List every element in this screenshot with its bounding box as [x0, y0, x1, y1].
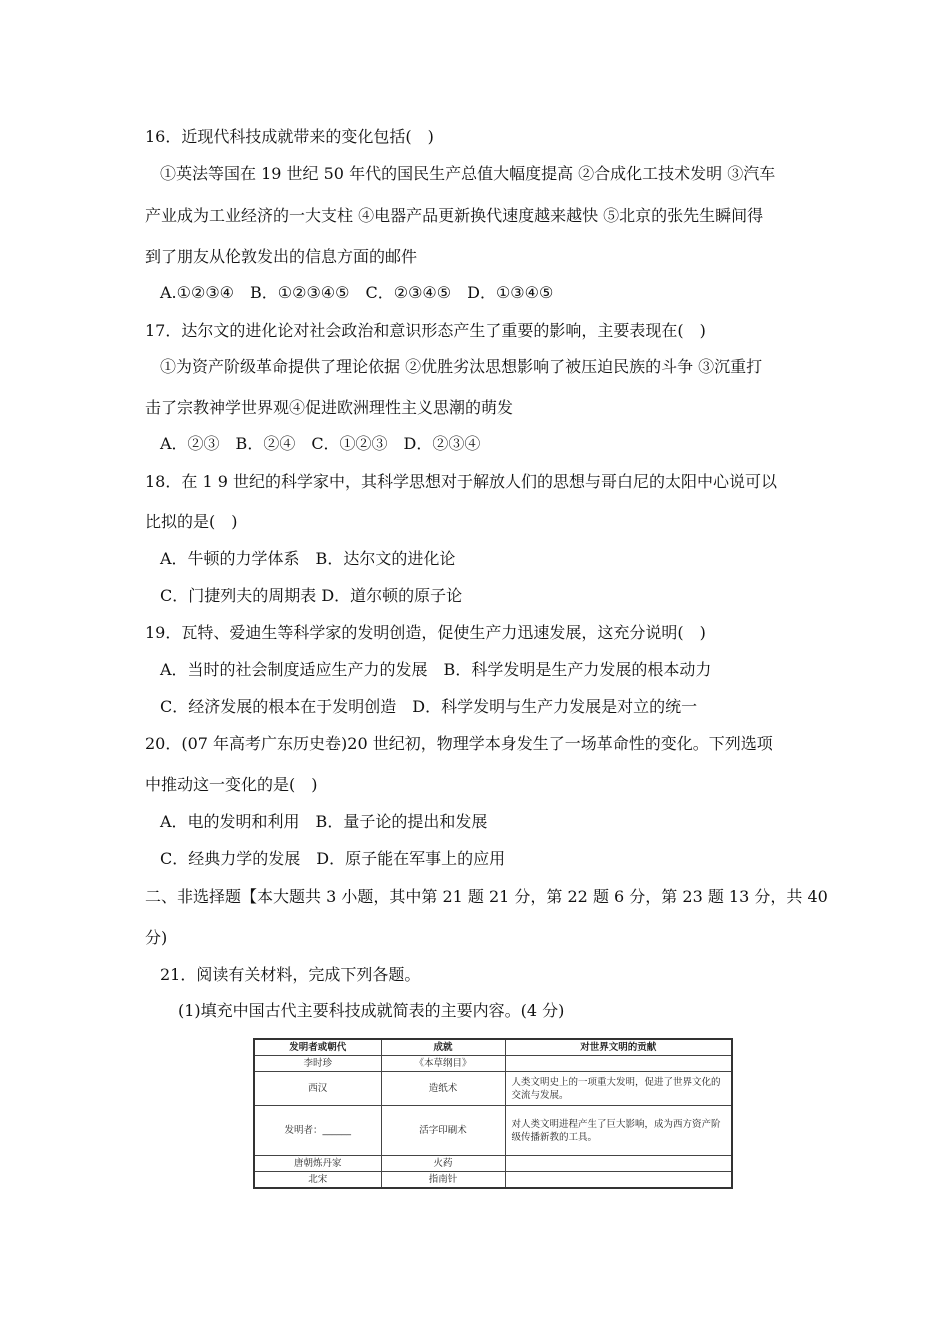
q21-sub1: (1)填充中国古代主要科技成就简表的主要内容。(4 分): [178, 1001, 565, 1020]
table-cell: 对人类文明进程产生了巨大影响，成为西方资产阶级传播新教的工具。: [505, 1106, 732, 1156]
q18-stem-line1: 18．在 1 9 世纪的科学家中，其科学思想对于解放人们的思想与哥白尼的太阳中心说可以: [145, 472, 777, 491]
table-row: [254, 1106, 732, 1156]
q18-choices-cd: C．门捷列夫的周期表 D．道尔顿的原子论: [160, 586, 463, 605]
achievements-table: [253, 1038, 733, 1189]
table-cell: 火药: [381, 1156, 505, 1172]
table-cell: 李时珍: [254, 1056, 381, 1072]
q17-options-line2: 击了宗教神学世界观④促进欧洲理性主义思潮的萌发: [145, 398, 514, 417]
table-cell: 西汉: [254, 1072, 381, 1106]
table-row: [254, 1172, 732, 1189]
table-row: [254, 1072, 732, 1106]
table-cell: [505, 1156, 732, 1172]
table-cell: 指南针: [381, 1172, 505, 1189]
q16-options-line1: ①英法等国在 19 世纪 50 年代的国民生产总值大幅度提高 ②合成化工技术发明 ③汽车: [160, 164, 776, 183]
table-cell: 人类文明史上的一项重大发明，促进了世界文化的交流与发展。: [505, 1072, 732, 1106]
table-cell: 活字印刷术: [381, 1106, 505, 1156]
table-cell: 造纸术: [381, 1072, 505, 1106]
table-cell: 北宋: [254, 1172, 381, 1189]
section2-line2: 分): [145, 928, 168, 947]
q17-options-line1: ①为资产阶级革命提供了理论依据 ②优胜劣汰思想影响了被压迫民族的斗争 ③沉重打: [160, 357, 763, 376]
table-cell: 发明者：______: [254, 1106, 381, 1156]
q16-options-line3: 到了朋友从伦敦发出的信息方面的邮件: [145, 247, 418, 266]
q20-stem-line2: 中推动这一变化的是( ): [145, 775, 318, 794]
section2-line1: 二、非选择题【本大题共 3 小题，其中第 21 题 21 分，第 22 题 6 分，第 23 题 13 分，共 40: [145, 887, 828, 906]
table-row: [254, 1156, 732, 1172]
q20-choices-cd: C．经典力学的发展 D．原子能在军事上的应用: [160, 849, 506, 868]
table-cell: [505, 1172, 732, 1189]
table-header-cell: 发明者或朝代: [254, 1039, 381, 1056]
q17-stem: 17．达尔文的进化论对社会政治和意识形态产生了重要的影响，主要表现在( ): [145, 321, 706, 340]
table-header-cell: 成就: [381, 1039, 505, 1056]
table-row: [254, 1056, 732, 1072]
q20-stem-line1: 20．(07 年高考广东历史卷)20 世纪初，物理学本身发生了一场革命性的变化。下列选项: [145, 734, 773, 753]
table-cell: 《本草纲目》: [381, 1056, 505, 1072]
q16-choices: A.①②③④ B．①②③④⑤ C．②③④⑤ D．①③④⑤: [160, 283, 554, 302]
q19-stem: 19．瓦特、爱迪生等科学家的发明创造，促使生产力迅速发展，这充分说明( ): [145, 623, 706, 642]
q16-stem: 16．近现代科技成就带来的变化包括( ): [145, 127, 434, 146]
q19-choices-cd: C．经济发展的根本在于发明创造 D．科学发明与生产力发展是对立的统一: [160, 697, 698, 716]
table-cell: 唐朝炼丹家: [254, 1156, 381, 1172]
q16-options-line2: 产业成为工业经济的一大支柱 ④电器产品更新换代速度越来越快 ⑤北京的张先生瞬间得: [145, 206, 764, 225]
q19-choices-ab: A．当时的社会制度适应生产力的发展 B．科学发明是生产力发展的根本动力: [160, 660, 712, 679]
q18-choices-ab: A．牛顿的力学体系 B．达尔文的进化论: [160, 549, 456, 568]
q17-choices: A．②③ B．②④ C．①②③ D．②③④: [160, 434, 481, 453]
q18-stem-line2: 比拟的是( ): [145, 512, 238, 531]
q20-choices-ab: A．电的发明和利用 B．量子论的提出和发展: [160, 812, 488, 831]
table-header-row: [254, 1039, 732, 1056]
table-header-cell: 对世界文明的贡献: [505, 1039, 732, 1056]
table-cell: [505, 1056, 732, 1072]
q21-stem: 21．阅读有关材料，完成下列各题。: [160, 965, 421, 984]
